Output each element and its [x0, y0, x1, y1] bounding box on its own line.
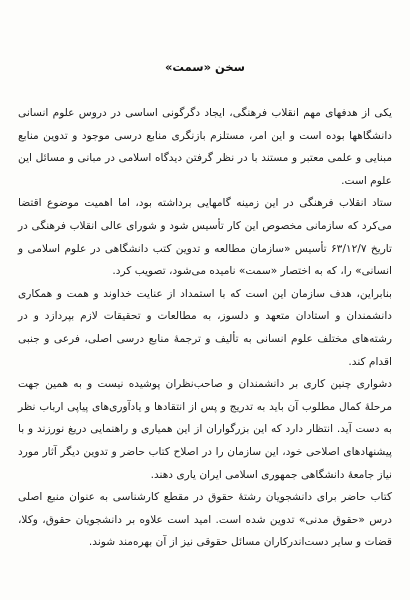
- paragraph-4: دشواری چنین کاری بر دانشمندان و صاحب‌نظران پوشیده نیست و به همین جهت مرحلهٔ کمال مطلوب آن باید به تدریج و پس از انتقادها و یادآوری‌های پیاپی ارباب نظر به دست آید. انتظار دارد که این بزرگواران از این همیاری و راهنمایی دریغ نورزند و با پیشنهادهای اصلاحی خود، این سازمان را در اصلاح کتاب حاضر و تدوین دیگر آثار مورد نیاز جامعهٔ دانشگاهی جمهوری اسلامی ایران یاری دهند.: [18, 378, 392, 481]
- paragraph-5: کتاب حاضر برای دانشجویان رشتهٔ حقوق در مقطع کارشناسی به عنوان منبع اصلی درس «حقوق مدنی» تدوین شده است. امید است علاوه بر دانشجویان حقوق، وکلا، قضات و سایر دست‌اندرکاران مسائل حقوقی نیز از آن بهره‌مند شوند.: [18, 491, 392, 549]
- paragraph-3: بنابراین، هدف سازمان این است که با استمداد از عنایت خداوند و همت و همکاری دانشمندان و استادان متعهد و دلسوز، به مطالعات و تحقیقات لازم بپردازد و در رشته‌های مختلف علوم انسانی به تألیف و ترجمهٔ منابع درسی اصلی، فرعی و جنبی اقدام کند.: [18, 287, 392, 368]
- paragraph-2: ستاد انقلاب فرهنگی در این زمینه گامهایی برداشته بود، اما اهمیت موضوع اقتضا می‌کرد که سازمانی مخصوص این کار تأسیس شود و شورای عالی انقلاب فرهنگی در تاریخ ۶۳/۱۲/۷ تأسیس «سازمان مطالعه و تدوین کتب دانشگاهی در علوم اسلامی و انسانی» را، که به اختصار «سمت» نامیده می‌شود، تصویب کرد.: [18, 197, 392, 278]
- paragraph-1: یکی از هدفهای مهم انقلاب فرهنگی، ایجاد دگرگونی اساسی در دروس علوم انسانی دانشگاهها بوده است و این امر، مستلزم بازنگری منابع درسی موجود و تدوین منابع مبنایی و علمی معتبر و مستند با در نظر گرفتن دیدگاه اسلامی در مبانی و مسائل این علوم است.: [18, 107, 392, 187]
- body-text: [18, 102, 392, 554]
- page-title: سخن «سمت»: [164, 60, 245, 74]
